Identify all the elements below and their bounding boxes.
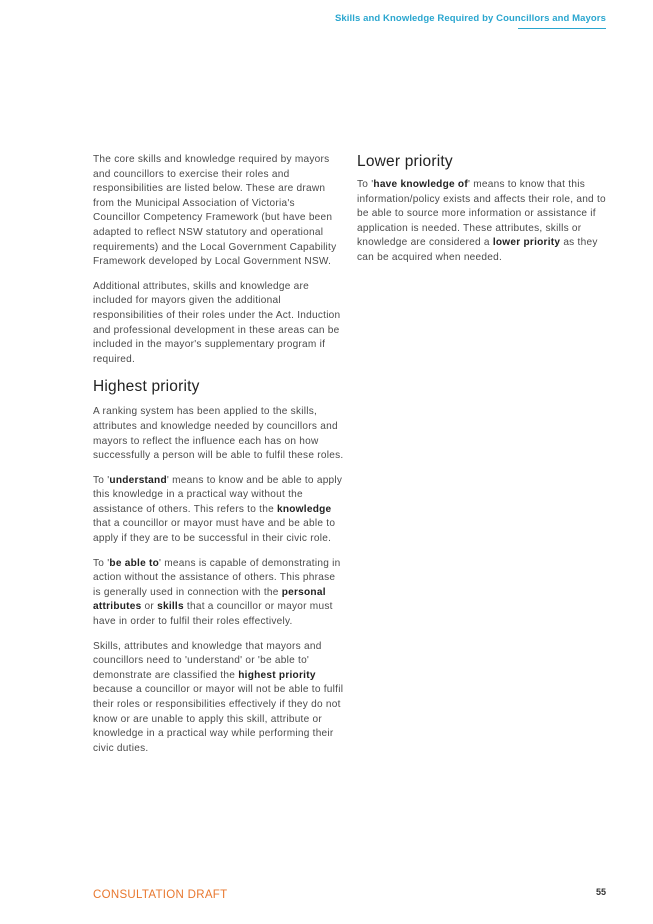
running-header-rule: [518, 28, 606, 29]
have-knowledge-paragraph: To 'have knowledge of' means to know that this information/policy exists and affects their role, and to be able to source more information or assistance if application is needed. These attributes, skills or knowledge are considered a lower priority as they can be acquired when needed.: [357, 179, 606, 263]
term-skills: skills: [157, 601, 184, 613]
understand-paragraph: To 'understand' means to know and be able to apply this knowledge in a practical way without the assistance of others. This refers to the knowledge that a councillor or mayor must have and be able to apply if they are to be successful in their civic role.: [93, 474, 343, 545]
intro-paragraph-2: Additional attributes, skills and knowledge are included for mayors given the additional responsibilities of their roles under the Act. Induction and professional development in these areas can be included in the mayor's supplementary program if required.: [93, 280, 341, 365]
term-personal-attributes: personal attributes: [93, 586, 326, 613]
lower-priority-heading: Lower priority: [357, 153, 453, 170]
term-knowledge: knowledge: [276, 503, 332, 515]
classification-paragraph: Skills, attributes and knowledge that mayors and councillors need to 'understand' or 'be able to' demonstrate are classified the highest priority because a councillor or mayor will not be able to fulfil their roles or responsibilities effectively if they do not know or are unable to apply this skill, attribute or knowledge in a practical way while performing their civic duties.: [93, 640, 344, 754]
term-have-knowledge-of: have knowledge of: [373, 179, 468, 190]
highest-priority-heading: Highest priority: [93, 378, 200, 396]
term-highest-priority: highest priority: [238, 669, 316, 681]
term-understand: understand: [109, 474, 167, 486]
term-be-able-to: be able to: [109, 557, 160, 569]
be-able-to-paragraph: To 'be able to' means is capable of demonstrating in action without the assistance of others. This phrase is generally used in connection with the personal attributes or skills that a councillor or mayor must have in order to fulfil their roles effectively.: [93, 557, 341, 628]
consultation-draft-label: CONSULTATION DRAFT: [93, 889, 228, 901]
running-header-title: Skills and Knowledge Required by Councillors and Mayors: [334, 13, 606, 24]
page-number: 55: [595, 887, 606, 897]
term-lower-priority: lower priority: [492, 237, 561, 249]
ranking-paragraph: A ranking system has been applied to the skills, attributes and knowledge needed by councillors and mayors to reflect the influence each has on how successfully a person will be able to fulfil these roles.: [93, 406, 344, 462]
intro-paragraph-1: The core skills and knowledge required by mayors and councillors to exercise their roles and responsibilities are listed below. These are drawn from the Municipal Association of Victoria's Councillor Competency Framework (but have been adapted to reflect NSW statutory and operational requirements) and the Local Government Capability Framework developed by Local Government NSW.: [93, 154, 337, 268]
left-column: [93, 153, 345, 766]
right-column: [357, 152, 609, 276]
